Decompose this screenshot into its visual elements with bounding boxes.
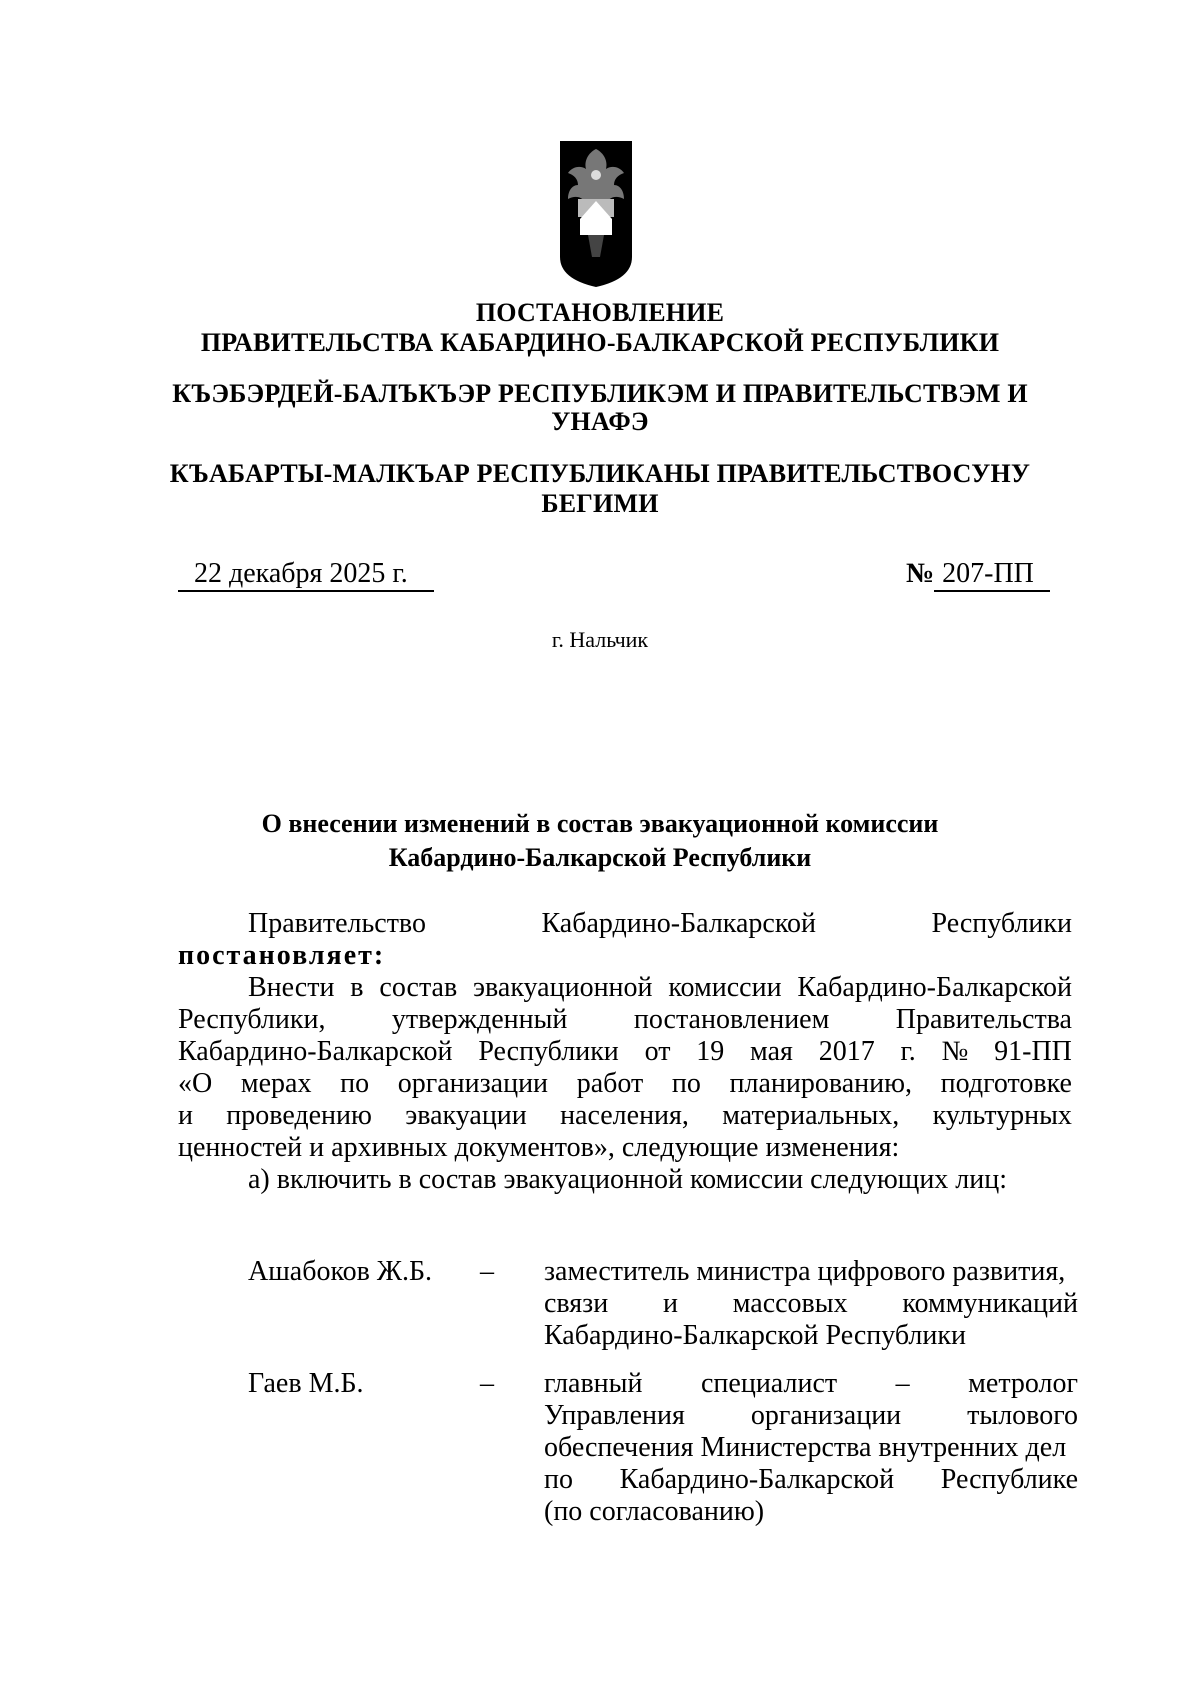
issuer-krc-heading-line1: КЪАБАРТЫ-МАЛКЪАР РЕСПУБЛИКАНЫ ПРАВИТЕЛЬСТВОСУНУ	[169, 459, 1031, 488]
word: Республики,	[178, 1004, 326, 1035]
body-line-6	[178, 1068, 1072, 1100]
word: –	[895, 1368, 910, 1399]
desc-line: Кабардино-Балкарской Республики	[544, 1320, 966, 1351]
word: коммуникаций	[902, 1288, 1078, 1319]
word: утвержденный	[391, 1004, 568, 1035]
word: специалист	[701, 1368, 838, 1399]
city-name: г. Нальчик	[551, 627, 649, 652]
word: массовых	[732, 1288, 848, 1319]
body-line-1	[178, 908, 1072, 940]
desc-line	[544, 1400, 1078, 1432]
word: тылового	[967, 1400, 1078, 1431]
member-description	[544, 1368, 1078, 1528]
document-title-line1: О внесении изменений в состав эвакуационной комиссии	[261, 809, 939, 838]
word: мерах	[240, 1068, 312, 1099]
body-line-7	[178, 1100, 1072, 1132]
issuer-ru-heading: ПРАВИТЕЛЬСТВА КАБАРДИНО-БАЛКАРСКОЙ РЕСПУБЛИКИ	[200, 328, 1000, 357]
word: планированию,	[729, 1068, 913, 1099]
word: работ	[576, 1068, 644, 1099]
issuer-kbd-heading-line2: УНАФЭ	[551, 407, 649, 436]
word: организации	[750, 1400, 902, 1431]
item-a-line: а) включить в состав эвакуационной комиссии следующих лиц:	[248, 1164, 1008, 1195]
issuer-kbd-heading-line1: КЪЭБЭРДЕЙ-БАЛЪКЪЭР РЕСПУБЛИКЭМ И ПРАВИТЕЛЬСТВЭМ И	[172, 379, 1028, 408]
document-date: 22 декабря 2025 г.	[178, 558, 434, 592]
word: 19	[696, 1036, 725, 1067]
word: 91-ПП	[994, 1036, 1072, 1067]
word: по	[340, 1068, 370, 1099]
word: состав	[379, 972, 458, 1003]
desc-line	[544, 1368, 1078, 1400]
word: Кабардино-Балкарской	[178, 1036, 453, 1067]
word: Внести	[248, 972, 335, 1003]
number-sign: №	[906, 558, 935, 589]
coat-of-arms-emblem	[558, 139, 634, 289]
word: «О	[178, 1068, 213, 1099]
word: и	[178, 1100, 193, 1131]
word: 2017	[818, 1036, 875, 1067]
word: связи	[544, 1288, 609, 1319]
word: эвакуационной	[473, 972, 653, 1003]
resolves-keyword: постановляет:	[178, 940, 386, 971]
word: и	[662, 1288, 678, 1319]
word: №	[941, 1036, 969, 1067]
document-number	[906, 558, 1064, 592]
word: Правительство	[248, 908, 426, 939]
desc-line: обеспечения Министерства внутренних дел	[544, 1432, 1067, 1463]
number-value: 207-ПП	[934, 558, 1050, 592]
word: эвакуации	[405, 1100, 527, 1131]
word: организации	[397, 1068, 549, 1099]
body-line-4	[178, 1004, 1072, 1036]
word: проведению	[226, 1100, 372, 1131]
document-title-line2: Кабардино-Балкарской Республики	[388, 843, 812, 872]
desc-line	[544, 1288, 1078, 1320]
word: г.	[900, 1036, 916, 1067]
body-line-3	[178, 972, 1072, 1004]
word: метролог	[968, 1368, 1078, 1399]
word: комиссии	[668, 972, 782, 1003]
word: от	[644, 1036, 671, 1067]
word: по	[671, 1068, 701, 1099]
word: по	[544, 1464, 573, 1495]
word: Кабардино-Балкарской	[797, 972, 1072, 1003]
issuer-krc-heading-line2: БЕГИМИ	[541, 489, 659, 518]
desc-line: (по согласованию)	[544, 1496, 765, 1527]
body-line-5	[178, 1036, 1072, 1068]
member-name: Ашабоков Ж.Б.	[248, 1256, 433, 1287]
doc-type-heading: ПОСТАНОВЛЕНИЕ	[475, 298, 725, 327]
word: материальных,	[722, 1100, 900, 1131]
word: Кабардино-Балкарской	[541, 908, 816, 939]
member-dash: –	[480, 1368, 494, 1399]
word: Республики	[478, 1036, 619, 1067]
member-dash: –	[480, 1256, 494, 1287]
word: подготовке	[940, 1068, 1072, 1099]
member-description	[544, 1256, 1078, 1352]
desc-line: заместитель министра цифрового развития,	[544, 1256, 1066, 1287]
member-name: Гаев М.Б.	[248, 1368, 364, 1399]
word: мая	[750, 1036, 793, 1067]
word: населения,	[560, 1100, 689, 1131]
body-line-8: ценностей и архивных документов», следующие изменения:	[178, 1132, 900, 1163]
word: культурных	[932, 1100, 1072, 1131]
word: Республике	[940, 1464, 1078, 1495]
word: Правительства	[895, 1004, 1072, 1035]
word: постановлением	[633, 1004, 830, 1035]
word: Кабардино-Балкарской	[619, 1464, 895, 1495]
word: Управления	[544, 1400, 685, 1431]
word: Республики	[931, 908, 1072, 939]
desc-line	[544, 1464, 1078, 1496]
word: главный	[544, 1368, 643, 1399]
body-text	[178, 908, 1072, 1196]
word: в	[350, 972, 364, 1003]
